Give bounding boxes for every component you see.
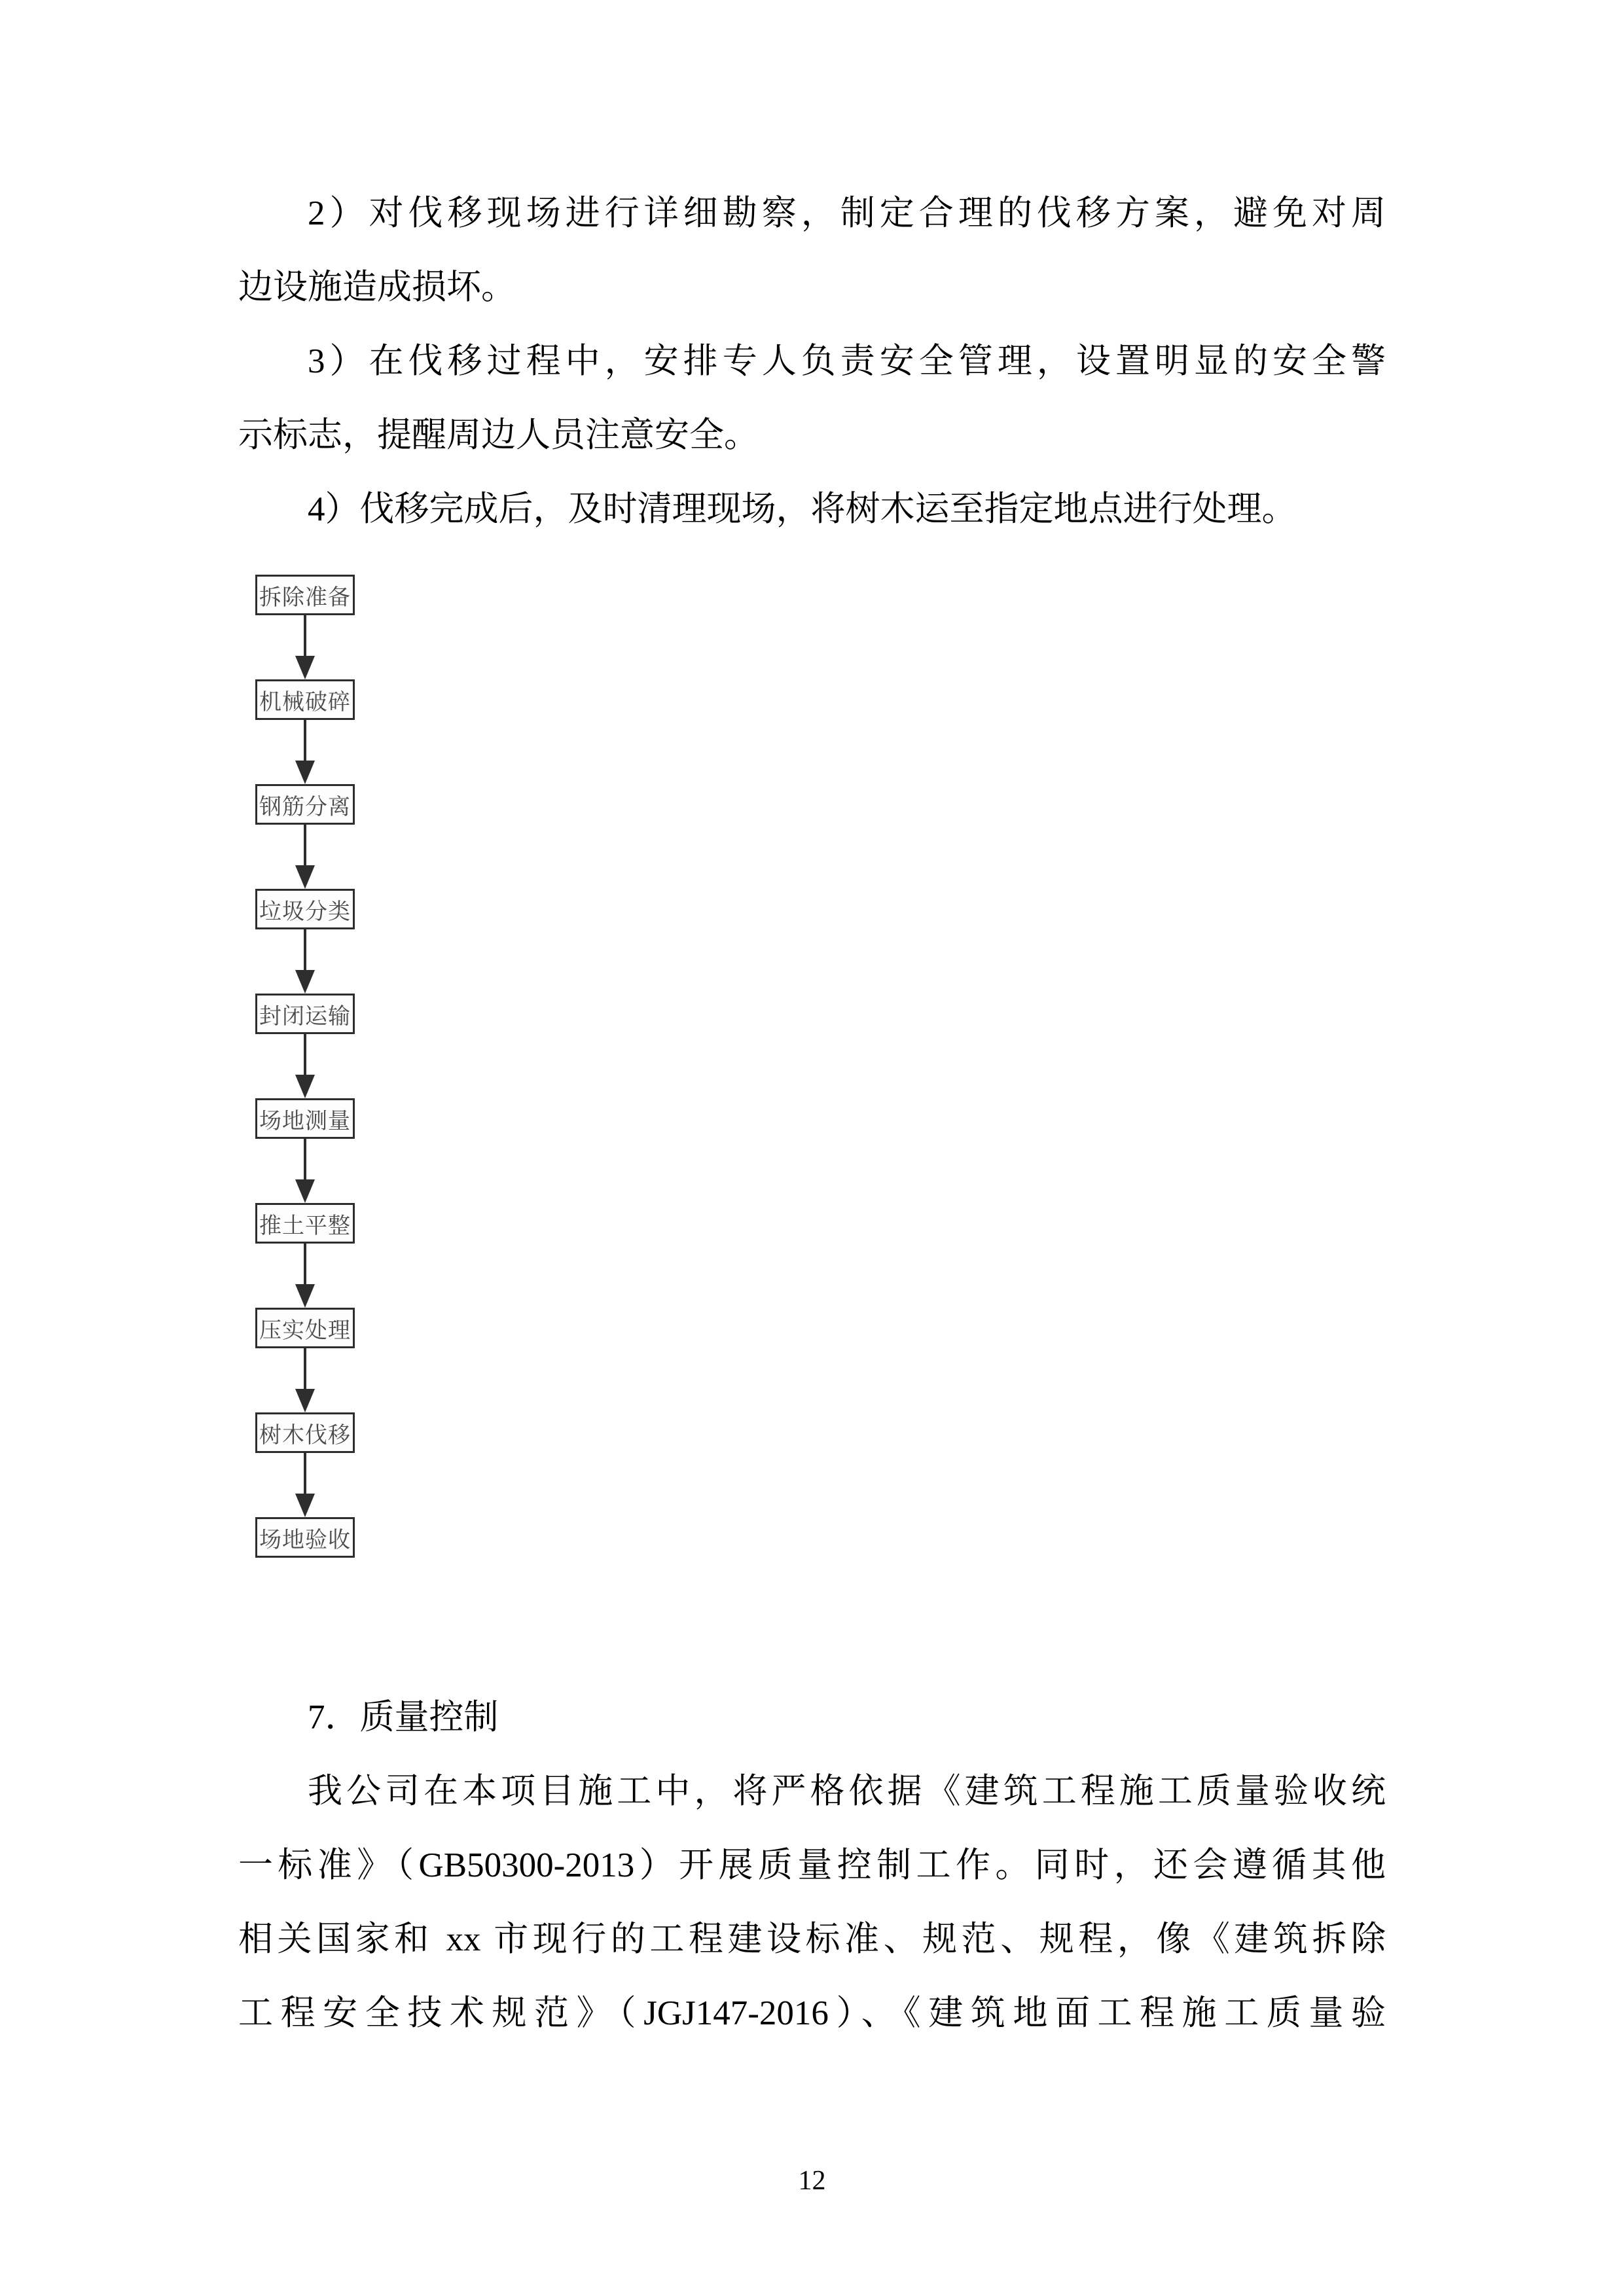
upper-text-block [238, 177, 1386, 547]
paragraph-line: 我公司在本项目施工中，将严格依据《建筑工程施工质量验收统 [308, 1772, 1386, 1810]
paragraph-line: 2）对伐移现场进行详细勘察，制定合理的伐移方案，避免对周 [308, 194, 1386, 232]
flow-step-demolition-prep [255, 575, 355, 615]
arrow-head-icon [295, 1389, 315, 1412]
arrow-head-icon [295, 1284, 315, 1308]
arrow-stem [304, 720, 306, 761]
demolition-process-flowchart [255, 575, 355, 1558]
arrow-stem [304, 929, 306, 970]
flow-step-label: 钢筋分离 [259, 795, 351, 819]
flow-step-label: 树木伐移 [259, 1423, 351, 1448]
flow-step-label: 机械破碎 [259, 690, 351, 715]
arrow-stem [304, 1034, 306, 1075]
arrow-stem [304, 1453, 306, 1494]
arrow-head-icon [295, 656, 315, 679]
flow-down-arrow [255, 720, 355, 784]
flow-down-arrow [255, 615, 355, 679]
flow-step-label: 推土平整 [259, 1213, 351, 1238]
paragraph-line: 4）伐移完成后，及时清理现场，将树木运至指定地点进行处理。 [308, 490, 1297, 528]
paragraph-line: 工程安全技术规范》（JGJ147-2016）、《建筑地面工程施工质量验 [238, 1994, 1386, 2032]
flow-step-label: 垃圾分类 [259, 899, 351, 924]
flow-down-arrow [255, 1348, 355, 1412]
section-heading: 7．质量控制 [308, 1698, 499, 1736]
paragraph-line: 相关国家和 xx 市现行的工程建设标准、规范、规程，像《建筑拆除 [238, 1920, 1386, 1958]
flow-step-site-survey [255, 1098, 355, 1139]
flow-step-bulldoze-level [255, 1203, 355, 1244]
flow-step-sealed-transport [255, 994, 355, 1034]
flow-down-arrow [255, 1453, 355, 1517]
arrow-stem [304, 1139, 306, 1179]
flow-step-mechanical-crush [255, 679, 355, 720]
paragraph-line: 3）在伐移过程中，安排专人负责安全管理，设置明显的安全警 [308, 342, 1386, 380]
arrow-head-icon [295, 761, 315, 784]
flow-down-arrow [255, 929, 355, 994]
flow-step-label: 场地测量 [259, 1109, 351, 1134]
arrow-stem [304, 825, 306, 865]
arrow-head-icon [295, 1494, 315, 1517]
arrow-stem [304, 1244, 306, 1284]
flow-down-arrow [255, 1244, 355, 1308]
flow-step-label: 拆除准备 [259, 585, 351, 610]
quality-control-section [238, 1681, 1386, 2051]
flow-step-label: 封闭运输 [259, 1004, 351, 1029]
flow-down-arrow [255, 825, 355, 889]
flow-step-waste-sorting [255, 889, 355, 929]
arrow-head-icon [295, 865, 315, 889]
flow-step-label: 场地验收 [259, 1528, 351, 1552]
arrow-stem [304, 1348, 306, 1389]
paragraph-line: 一标准》（GB50300-2013）开展质量控制工作。同时，还会遵循其他 [238, 1846, 1386, 1884]
arrow-stem [304, 615, 306, 656]
flow-step-rebar-separation [255, 784, 355, 825]
arrow-head-icon [295, 970, 315, 994]
flow-down-arrow [255, 1139, 355, 1203]
flow-down-arrow [255, 1034, 355, 1098]
arrow-head-icon [295, 1075, 315, 1098]
arrow-head-icon [295, 1179, 315, 1203]
paragraph-line: 示标志，提醒周边人员注意安全。 [238, 416, 759, 454]
flow-step-tree-removal [255, 1412, 355, 1453]
flow-step-compaction [255, 1308, 355, 1348]
paragraph-line: 边设施造成损坏。 [238, 268, 516, 306]
page-number: 12 [798, 2166, 826, 2196]
flow-step-label: 压实处理 [259, 1318, 351, 1343]
flow-step-site-acceptance [255, 1517, 355, 1558]
